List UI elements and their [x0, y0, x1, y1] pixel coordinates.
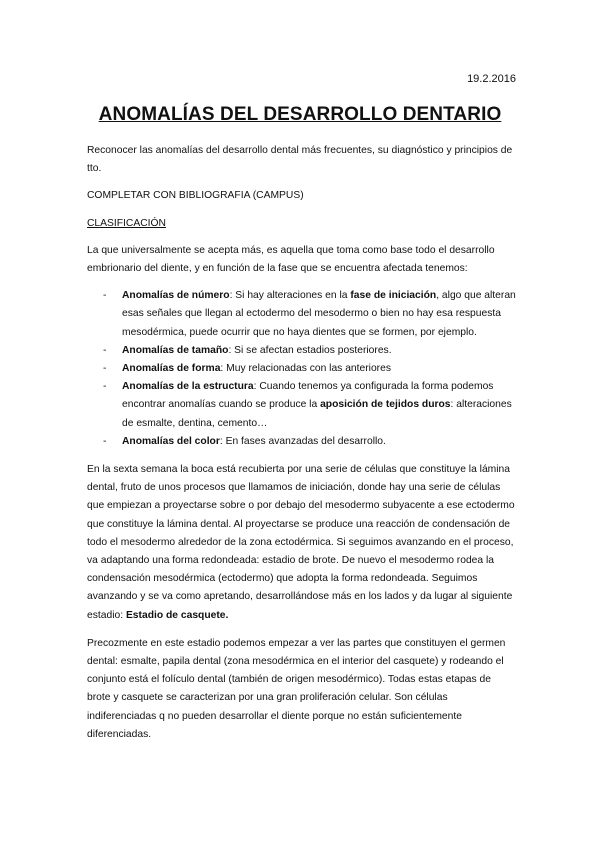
development-paragraph [87, 461, 517, 625]
classification-list [87, 287, 517, 451]
list-item [87, 360, 517, 378]
list-item-term: Anomalías de forma [122, 363, 221, 375]
list-item-text: : Cuando tenemos ya configurada la forma podemos encontrar anomalías cuando se produce la [122, 381, 494, 411]
intro-paragraph: Reconocer las anomalías del desarrollo dental más frecuentes, su diagnóstico y principios de tto. [87, 145, 513, 175]
document-body [87, 142, 517, 744]
list-item-term: Anomalías de tamaño [122, 344, 229, 356]
germ-paragraph: Precozmente en este estadio podemos empezar a ver las partes que constituyen el germen dental: esmalte, papila dental (zona mesodérmica en el interior del casquete) y rodeando el conjunto está el folículo dental (también de origen mesodérmico). Todas estas etapas de brote y casquete se caracterizan por una gran proliferación celular. Son células indiferenciadas q no pueden desarrollar el diente porque no están suficientemente diferenciadas. [87, 637, 506, 740]
classification-intro: La que universalmente se acepta más, es aquella que toma como base todo el desarrollo embrionario del diente, y en función de la fase que se encuentra afectada tenemos: [87, 244, 495, 275]
document-title: ANOMALÍAS DEL DESARROLLO DENTARIO [98, 104, 502, 125]
list-item-emphasis: aposición de tejidos duros [320, 399, 451, 411]
list-bullet: - [103, 290, 107, 302]
list-item-text: : Si hay alteraciones en la [229, 290, 351, 302]
list-item [87, 378, 517, 433]
list-item [87, 287, 517, 342]
development-paragraph-emphasis: Estadio de casquete. [125, 609, 229, 621]
list-item-text: : Si se afectan estadios posteriores. [228, 344, 392, 356]
list-bullet: - [103, 363, 107, 375]
section-heading: CLASIFICACIÓN [87, 217, 166, 229]
list-item-text: : En fases avanzadas del desarrollo. [219, 435, 386, 447]
list-bullet: - [103, 381, 107, 393]
bibliography-note: COMPLETAR CON BIBLIOGRAFIA (CAMPUS) [87, 190, 304, 202]
list-item-text: : Muy relacionadas con las anteriores [220, 363, 391, 375]
list-item-emphasis: fase de iniciación [350, 290, 437, 302]
list-item-term: Anomalías de número [122, 290, 230, 302]
list-bullet: - [103, 344, 107, 356]
list-item [87, 342, 517, 360]
list-item-text: : alteraciones de esmalte, dentina, cemento… [122, 399, 512, 429]
list-bullet: - [103, 435, 107, 447]
development-paragraph-text: En la sexta semana la boca está recubierta por una serie de células que constituye la lámina dental, fruto de unos procesos que llamamos de iniciación, donde hay una serie de células que empiezan a proyectarse sobre o por debajo del mesodermo subyacente a ese ectodermo que constituye la lámina dental. Al proyectarse se produce una reacción de condensación de todo el mesodermo alrededor de la zona ectodérmica. Si seguimos avanzando en el proceso, va adaptando una forma redondeada: estadio de brote. De nuevo el mesodermo rodea la condensación mesodérmica (ectodermo) que adopta la forma redondeada. Seguimos avanzando y se va como apretando, desarrollándose más en los lados y da lugar al siguiente estadio: [87, 464, 515, 621]
list-item-term: Anomalías de la estructura [122, 381, 254, 393]
list-item-term: Anomalías del color [122, 435, 220, 447]
document-date: 19.2.2016 [467, 73, 516, 85]
list-item [87, 433, 517, 451]
list-item-text: , algo que alteran esas señales que llegan al ectodermo del mesodermo o bien no hay esa respuesta mesodérmica, puede ocurrir que no haya dientes que se formen, por ejemplo. [122, 290, 516, 338]
